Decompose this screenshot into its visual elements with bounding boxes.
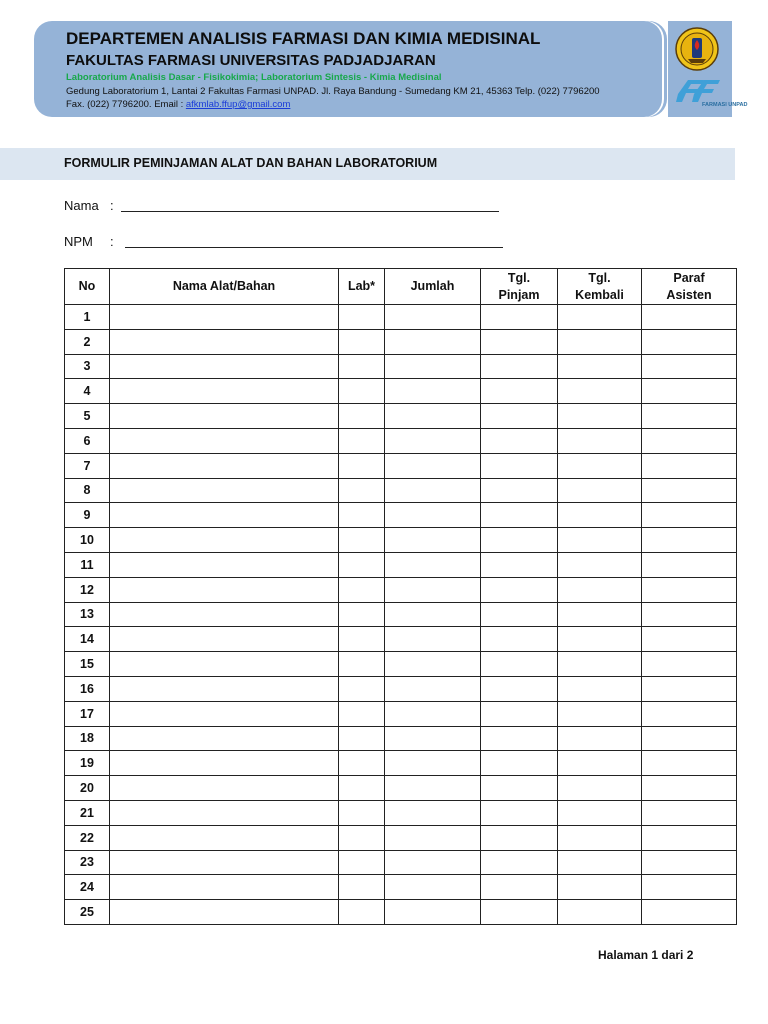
item-name-cell[interactable] xyxy=(110,478,339,503)
row-number: 6 xyxy=(65,428,110,453)
lab-cell[interactable] xyxy=(339,577,385,602)
table-row xyxy=(65,800,737,825)
fax-text: Fax. (022) 7796200. Email : xyxy=(66,99,186,110)
table-row xyxy=(65,552,737,577)
item-name-cell[interactable] xyxy=(110,701,339,726)
item-name-cell[interactable] xyxy=(110,577,339,602)
table-row xyxy=(65,776,737,801)
borrow-date-cell[interactable] xyxy=(481,726,558,751)
quantity-cell[interactable] xyxy=(385,627,481,652)
return-date-cell[interactable] xyxy=(558,552,642,577)
signature-cell[interactable] xyxy=(642,305,737,330)
department-title: DEPARTEMEN ANALISIS FARMASI DAN KIMIA MEDISINAL xyxy=(66,29,541,48)
borrow-date-cell[interactable] xyxy=(481,900,558,925)
university-seal-icon xyxy=(674,26,720,72)
quantity-cell[interactable] xyxy=(385,552,481,577)
item-name-cell[interactable] xyxy=(110,875,339,900)
signature-cell[interactable] xyxy=(642,329,737,354)
signature-cell[interactable] xyxy=(642,776,737,801)
row-number: 15 xyxy=(65,652,110,677)
lab-cell[interactable] xyxy=(339,552,385,577)
row-number: 18 xyxy=(65,726,110,751)
signature-cell[interactable] xyxy=(642,528,737,553)
table-row xyxy=(65,701,737,726)
return-date-cell[interactable] xyxy=(558,726,642,751)
loan-table xyxy=(64,268,737,925)
lab-cell[interactable] xyxy=(339,503,385,528)
header-borrow-date-line1: Tgl. xyxy=(507,270,531,285)
borrow-date-cell[interactable] xyxy=(481,354,558,379)
quantity-cell[interactable] xyxy=(385,800,481,825)
return-date-cell[interactable] xyxy=(558,453,642,478)
row-number: 5 xyxy=(65,404,110,429)
lab-cell[interactable] xyxy=(339,825,385,850)
return-date-cell[interactable] xyxy=(558,751,642,776)
return-date-cell[interactable] xyxy=(558,428,642,453)
borrow-date-cell[interactable] xyxy=(481,453,558,478)
signature-cell[interactable] xyxy=(642,428,737,453)
signature-cell[interactable] xyxy=(642,453,737,478)
item-name-cell[interactable] xyxy=(110,602,339,627)
npm-colon: : xyxy=(110,234,114,249)
return-date-cell[interactable] xyxy=(558,354,642,379)
item-name-cell[interactable] xyxy=(110,305,339,330)
signature-cell[interactable] xyxy=(642,602,737,627)
quantity-cell[interactable] xyxy=(385,528,481,553)
name-colon: : xyxy=(110,198,114,213)
header-item-name: Nama Alat/Bahan xyxy=(110,269,339,305)
borrow-date-cell[interactable] xyxy=(481,875,558,900)
borrow-date-cell[interactable] xyxy=(481,776,558,801)
item-name-cell[interactable] xyxy=(110,676,339,701)
table-row xyxy=(65,652,737,677)
row-number: 24 xyxy=(65,875,110,900)
item-name-cell[interactable] xyxy=(110,652,339,677)
logo-text: FARMASI UNPAD xyxy=(702,102,748,108)
item-name-cell[interactable] xyxy=(110,627,339,652)
pharmacy-faculty-logo xyxy=(674,74,748,112)
borrow-date-cell[interactable] xyxy=(481,428,558,453)
npm-label: NPM xyxy=(64,234,93,249)
return-date-cell[interactable] xyxy=(558,577,642,602)
table-row xyxy=(65,354,737,379)
quantity-cell[interactable] xyxy=(385,602,481,627)
borrow-date-cell[interactable] xyxy=(481,305,558,330)
table-row xyxy=(65,528,737,553)
header-borrow-date-line2: Pinjam xyxy=(498,287,540,302)
table-row xyxy=(65,627,737,652)
lab-cell[interactable] xyxy=(339,850,385,875)
quantity-cell[interactable] xyxy=(385,453,481,478)
borrow-date-cell[interactable] xyxy=(481,404,558,429)
return-date-cell[interactable] xyxy=(558,627,642,652)
lab-cell[interactable] xyxy=(339,676,385,701)
table-row xyxy=(65,751,737,776)
lab-cell[interactable] xyxy=(339,329,385,354)
signature-cell[interactable] xyxy=(642,577,737,602)
lab-cell[interactable] xyxy=(339,701,385,726)
return-date-cell[interactable] xyxy=(558,900,642,925)
header-quantity: Jumlah xyxy=(385,269,481,305)
borrow-date-cell[interactable] xyxy=(481,379,558,404)
header-return-date-line1: Tgl. xyxy=(588,270,611,285)
row-number: 13 xyxy=(65,602,110,627)
row-number: 7 xyxy=(65,453,110,478)
borrow-date-cell[interactable] xyxy=(481,329,558,354)
quantity-cell[interactable] xyxy=(385,503,481,528)
item-name-cell[interactable] xyxy=(110,825,339,850)
lab-cell[interactable] xyxy=(339,354,385,379)
item-name-cell[interactable] xyxy=(110,404,339,429)
form-title: FORMULIR PEMINJAMAN ALAT DAN BAHAN LABORATORIUM xyxy=(64,156,438,170)
table-row xyxy=(65,577,737,602)
item-name-cell[interactable] xyxy=(110,726,339,751)
signature-cell[interactable] xyxy=(642,800,737,825)
name-label: Nama xyxy=(64,198,99,213)
signature-cell[interactable] xyxy=(642,404,737,429)
laboratory-names: Laboratorium Analisis Dasar - Fisikokimia; Laboratorium Sintesis - Kimia Medisinal xyxy=(66,72,442,83)
quantity-cell[interactable] xyxy=(385,652,481,677)
signature-cell[interactable] xyxy=(642,503,737,528)
table-row xyxy=(65,602,737,627)
signature-cell[interactable] xyxy=(642,627,737,652)
return-date-cell[interactable] xyxy=(558,825,642,850)
row-number: 20 xyxy=(65,776,110,801)
quantity-cell[interactable] xyxy=(385,428,481,453)
quantity-cell[interactable] xyxy=(385,404,481,429)
signature-cell[interactable] xyxy=(642,900,737,925)
npm-field[interactable] xyxy=(125,247,503,248)
signature-cell[interactable] xyxy=(642,701,737,726)
lab-cell[interactable] xyxy=(339,776,385,801)
table-row xyxy=(65,726,737,751)
lab-cell[interactable] xyxy=(339,627,385,652)
return-date-cell[interactable] xyxy=(558,701,642,726)
row-number: 1 xyxy=(65,305,110,330)
faculty-title: FAKULTAS FARMASI UNIVERSITAS PADJADJARAN xyxy=(66,52,436,69)
row-number: 25 xyxy=(65,900,110,925)
item-name-cell[interactable] xyxy=(110,528,339,553)
return-date-cell[interactable] xyxy=(558,329,642,354)
signature-cell[interactable] xyxy=(642,875,737,900)
table-body xyxy=(65,305,737,925)
return-date-cell[interactable] xyxy=(558,305,642,330)
quantity-cell[interactable] xyxy=(385,305,481,330)
table-row xyxy=(65,329,737,354)
table-row xyxy=(65,503,737,528)
quantity-cell[interactable] xyxy=(385,701,481,726)
signature-cell[interactable] xyxy=(642,676,737,701)
return-date-cell[interactable] xyxy=(558,676,642,701)
return-date-cell[interactable] xyxy=(558,528,642,553)
return-date-cell[interactable] xyxy=(558,776,642,801)
address-line: Gedung Laboratorium 1, Lantai 2 Fakultas Farmasi UNPAD. Jl. Raya Bandung - Sumedang KM 21, 45363 Telp. (022) 7796200 xyxy=(66,86,600,97)
row-number: 9 xyxy=(65,503,110,528)
lab-cell[interactable] xyxy=(339,602,385,627)
return-date-cell[interactable] xyxy=(558,404,642,429)
item-name-cell[interactable] xyxy=(110,453,339,478)
signature-cell[interactable] xyxy=(642,552,737,577)
header-no: No xyxy=(65,269,110,305)
lab-cell[interactable] xyxy=(339,726,385,751)
return-date-cell[interactable] xyxy=(558,602,642,627)
header-return-date-line2: Kembali xyxy=(575,287,624,302)
quantity-cell[interactable] xyxy=(385,900,481,925)
item-name-cell[interactable] xyxy=(110,329,339,354)
lab-cell[interactable] xyxy=(339,478,385,503)
return-date-cell[interactable] xyxy=(558,652,642,677)
page-number: Halaman 1 dari 2 xyxy=(598,948,694,962)
signature-cell[interactable] xyxy=(642,850,737,875)
return-date-cell[interactable] xyxy=(558,875,642,900)
table-row xyxy=(65,676,737,701)
table-row xyxy=(65,379,737,404)
table-row xyxy=(65,478,737,503)
table-row xyxy=(65,305,737,330)
header-lab: Lab* xyxy=(339,269,385,305)
lab-cell[interactable] xyxy=(339,305,385,330)
row-number: 11 xyxy=(65,552,110,577)
item-name-cell[interactable] xyxy=(110,800,339,825)
signature-cell[interactable] xyxy=(642,726,737,751)
borrow-date-cell[interactable] xyxy=(481,850,558,875)
borrow-date-cell[interactable] xyxy=(481,577,558,602)
borrow-date-cell[interactable] xyxy=(481,478,558,503)
header-assistant-signature xyxy=(642,269,737,305)
lab-cell[interactable] xyxy=(339,428,385,453)
borrow-date-cell[interactable] xyxy=(481,800,558,825)
borrow-date-cell[interactable] xyxy=(481,825,558,850)
quantity-cell[interactable] xyxy=(385,577,481,602)
quantity-cell[interactable] xyxy=(385,478,481,503)
header-borrow-date xyxy=(481,269,558,305)
item-name-cell[interactable] xyxy=(110,503,339,528)
return-date-cell[interactable] xyxy=(558,800,642,825)
item-name-cell[interactable] xyxy=(110,850,339,875)
lab-cell[interactable] xyxy=(339,379,385,404)
row-number: 8 xyxy=(65,478,110,503)
signature-cell[interactable] xyxy=(642,825,737,850)
row-number: 22 xyxy=(65,825,110,850)
item-name-cell[interactable] xyxy=(110,354,339,379)
lab-cell[interactable] xyxy=(339,528,385,553)
borrow-date-cell[interactable] xyxy=(481,676,558,701)
item-name-cell[interactable] xyxy=(110,900,339,925)
table-row xyxy=(65,428,737,453)
lab-cell[interactable] xyxy=(339,652,385,677)
borrow-date-cell[interactable] xyxy=(481,751,558,776)
quantity-cell[interactable] xyxy=(385,776,481,801)
table-row xyxy=(65,850,737,875)
lab-cell[interactable] xyxy=(339,453,385,478)
quantity-cell[interactable] xyxy=(385,379,481,404)
table-header-row xyxy=(65,269,737,305)
email-link[interactable]: afkmlab.ffup@gmail.com xyxy=(185,99,291,110)
table-row xyxy=(65,453,737,478)
quantity-cell[interactable] xyxy=(385,850,481,875)
borrow-date-cell[interactable] xyxy=(481,602,558,627)
borrow-date-cell[interactable] xyxy=(481,528,558,553)
return-date-cell[interactable] xyxy=(558,478,642,503)
row-number: 21 xyxy=(65,800,110,825)
lab-cell[interactable] xyxy=(339,900,385,925)
quantity-cell[interactable] xyxy=(385,329,481,354)
signature-cell[interactable] xyxy=(642,379,737,404)
row-number: 3 xyxy=(65,354,110,379)
borrow-date-cell[interactable] xyxy=(481,652,558,677)
header-return-date xyxy=(558,269,642,305)
lab-cell[interactable] xyxy=(339,751,385,776)
borrow-date-cell[interactable] xyxy=(481,627,558,652)
item-name-cell[interactable] xyxy=(110,379,339,404)
header-signature-line1: Paraf xyxy=(673,270,705,285)
quantity-cell[interactable] xyxy=(385,751,481,776)
table-row xyxy=(65,404,737,429)
row-number: 12 xyxy=(65,577,110,602)
item-name-cell[interactable] xyxy=(110,552,339,577)
item-name-cell[interactable] xyxy=(110,428,339,453)
quantity-cell[interactable] xyxy=(385,726,481,751)
lab-cell[interactable] xyxy=(339,875,385,900)
table-row xyxy=(65,900,737,925)
signature-cell[interactable] xyxy=(642,478,737,503)
quantity-cell[interactable] xyxy=(385,875,481,900)
row-number: 23 xyxy=(65,850,110,875)
lab-cell[interactable] xyxy=(339,404,385,429)
signature-cell[interactable] xyxy=(642,354,737,379)
return-date-cell[interactable] xyxy=(558,379,642,404)
borrow-date-cell[interactable] xyxy=(481,503,558,528)
item-name-cell[interactable] xyxy=(110,776,339,801)
borrow-date-cell[interactable] xyxy=(481,701,558,726)
row-number: 17 xyxy=(65,701,110,726)
table-row xyxy=(65,875,737,900)
row-number: 4 xyxy=(65,379,110,404)
quantity-cell[interactable] xyxy=(385,354,481,379)
name-field[interactable] xyxy=(121,211,499,212)
quantity-cell[interactable] xyxy=(385,676,481,701)
return-date-cell[interactable] xyxy=(558,503,642,528)
signature-cell[interactable] xyxy=(642,652,737,677)
lab-cell[interactable] xyxy=(339,800,385,825)
return-date-cell[interactable] xyxy=(558,850,642,875)
row-number: 16 xyxy=(65,676,110,701)
quantity-cell[interactable] xyxy=(385,825,481,850)
row-number: 19 xyxy=(65,751,110,776)
header-signature-line2: Asisten xyxy=(666,287,712,302)
row-number: 14 xyxy=(65,627,110,652)
table-row xyxy=(65,825,737,850)
row-number: 2 xyxy=(65,329,110,354)
item-name-cell[interactable] xyxy=(110,751,339,776)
borrow-date-cell[interactable] xyxy=(481,552,558,577)
row-number: 10 xyxy=(65,528,110,553)
fax-email-line xyxy=(66,99,290,110)
signature-cell[interactable] xyxy=(642,751,737,776)
